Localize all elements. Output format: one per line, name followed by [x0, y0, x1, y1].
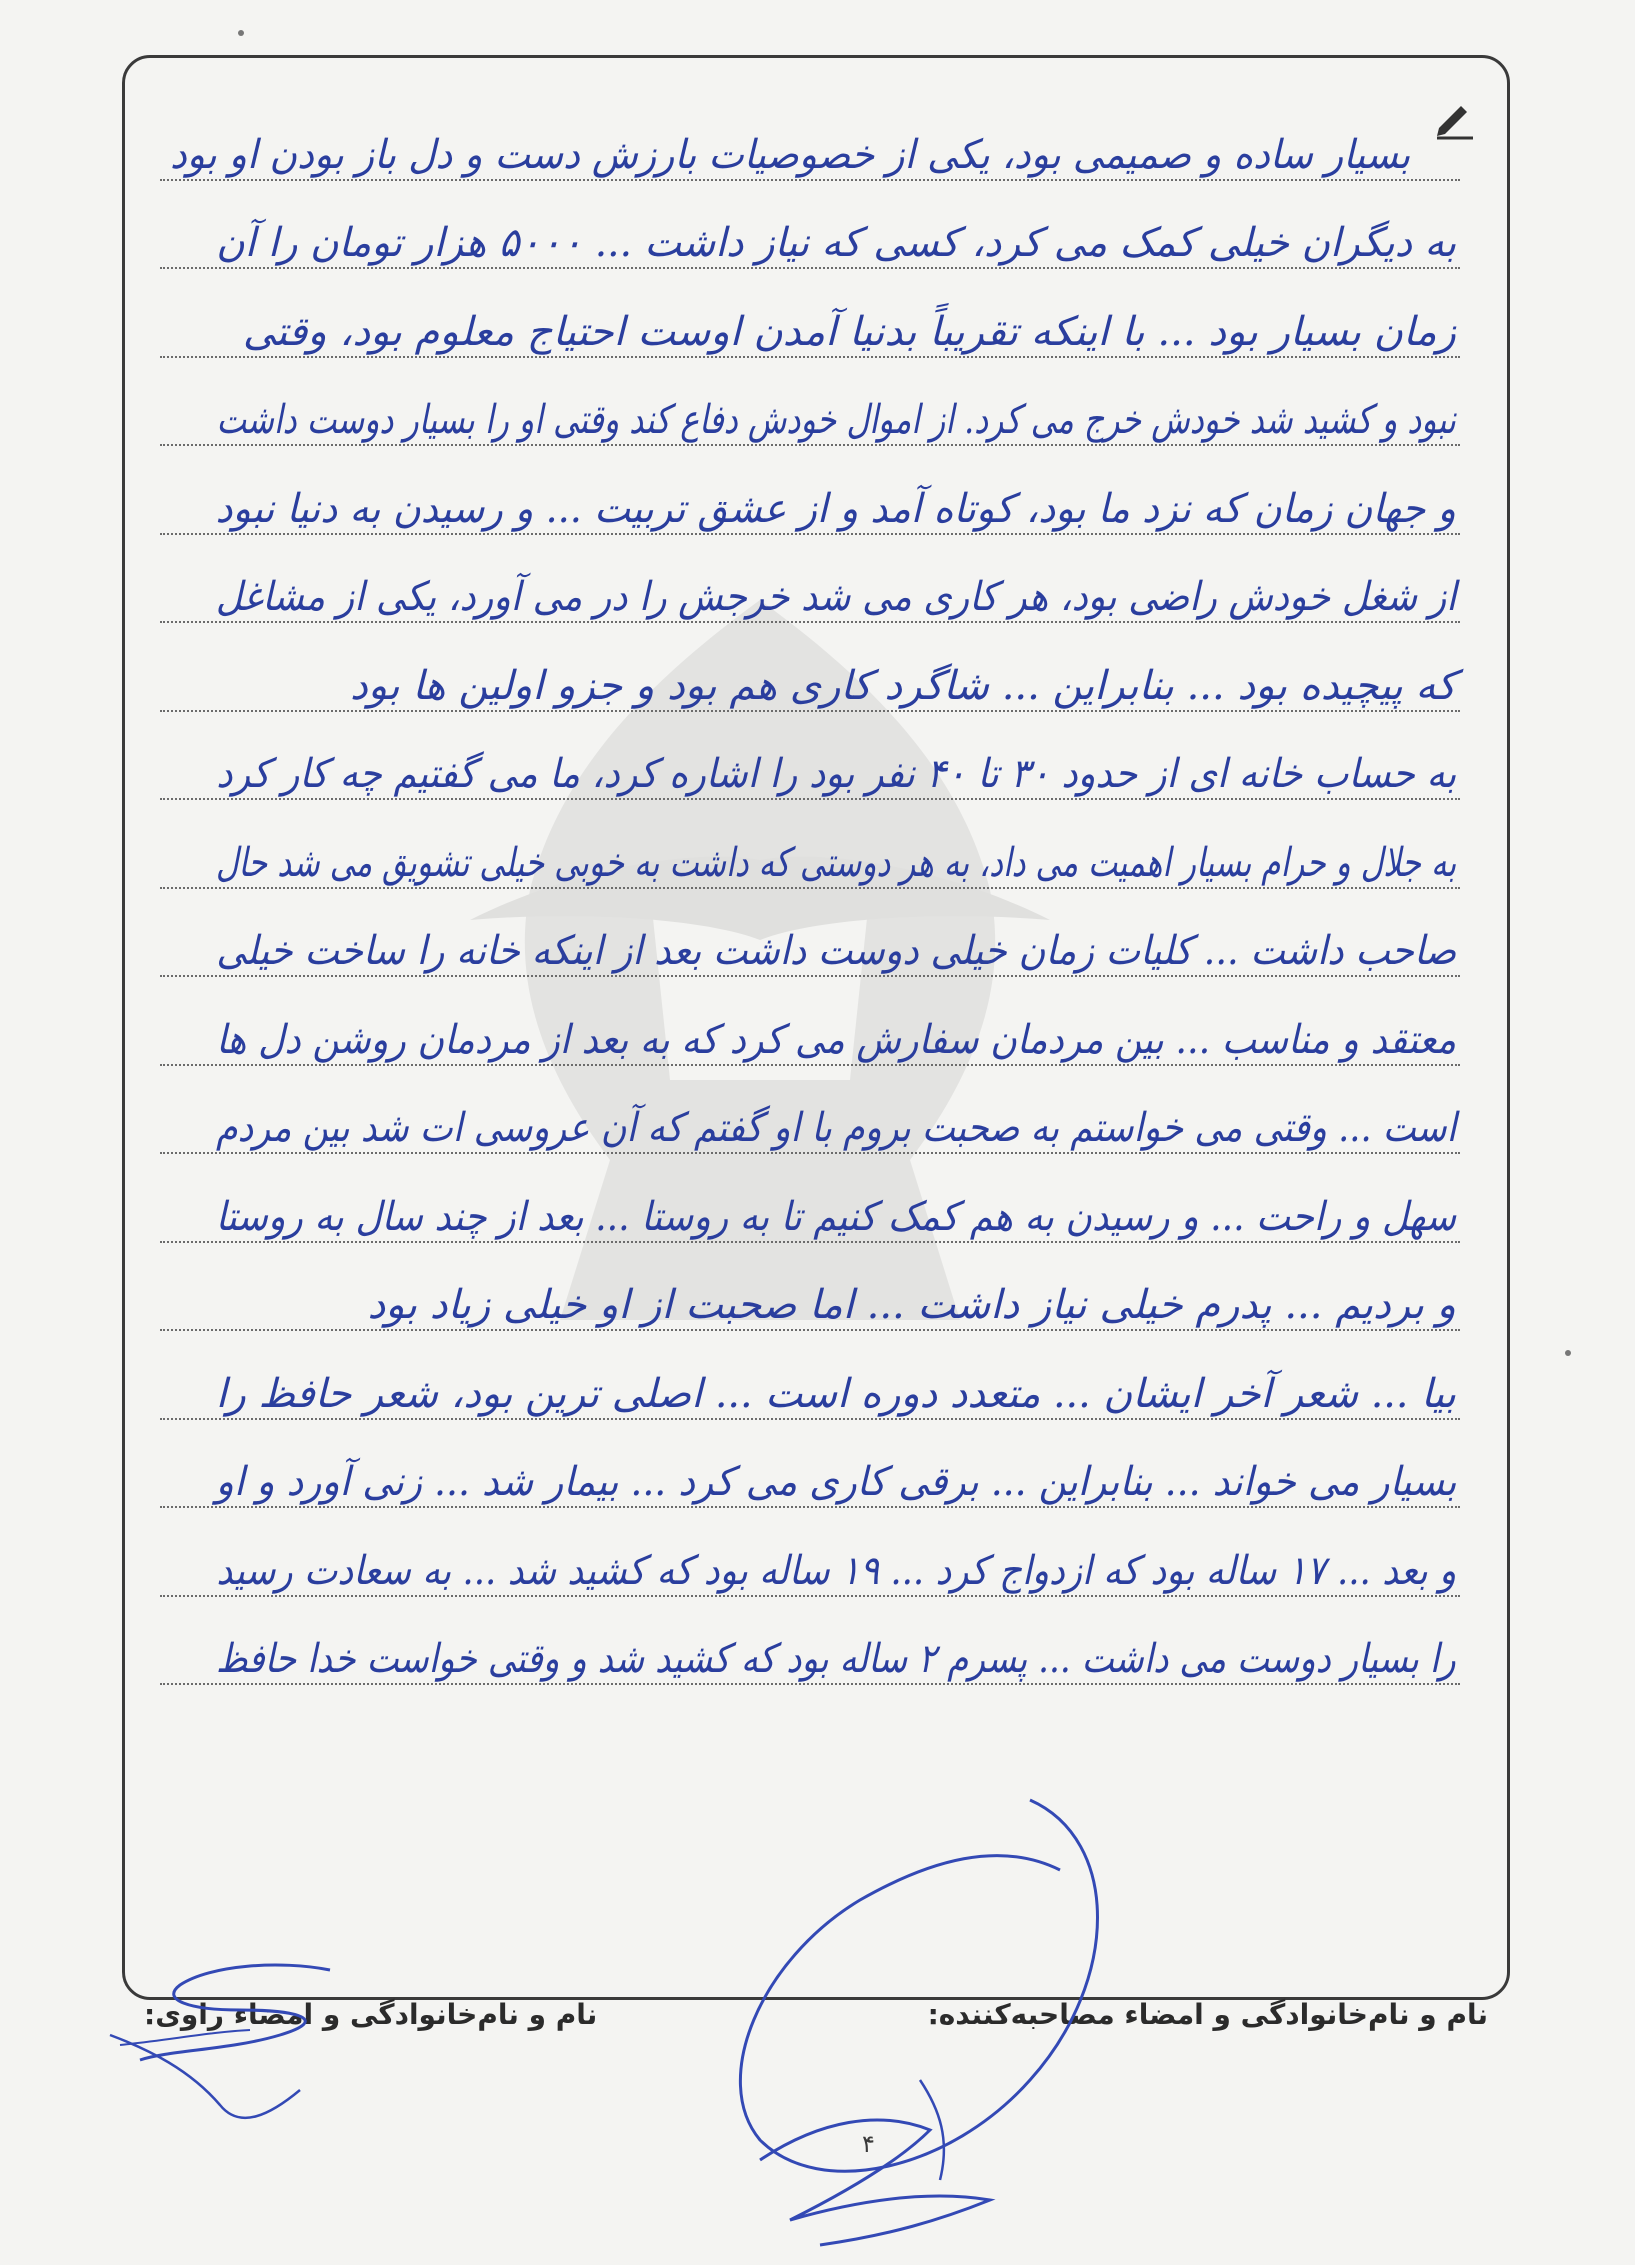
handwriting-text: از شغل خودش راضی بود، هر کاری می شد خرجش را در می آورد، یکی از مشاغل: [215, 574, 1456, 620]
interviewer-signature-label: نام و نام‌خانوادگی و امضاء مصاحبه‌کننده:: [927, 1998, 1488, 2031]
text-line: [160, 1331, 1460, 1420]
handwriting-text: نبود و کشید شد خودش خرج می کرد. از اموال خودش دفاع کند وقتی او را بسیار دوست داشت: [216, 397, 1456, 443]
text-line: [160, 1154, 1460, 1243]
page-number: ۴: [862, 2130, 875, 2158]
text-line: [160, 269, 1460, 358]
text-line: [160, 977, 1460, 1066]
text-line: [160, 1243, 1460, 1332]
text-line: [160, 800, 1460, 889]
text-line: [160, 181, 1460, 270]
text-line: [160, 1508, 1460, 1597]
paper-speck: [238, 30, 244, 36]
paper-speck: [1565, 1350, 1571, 1356]
handwriting-text: معتقد و مناسب ... بین مردمان سفارش می کرد که به بعد از مردمان روشن دل ها: [216, 1016, 1456, 1063]
text-line: [160, 446, 1460, 535]
handwriting-text: را بسیار دوست می داشت ... پسرم ۲ ساله بود که کشید شد و وقتی خواست خدا حافظ: [216, 1636, 1456, 1682]
handwriting-text: به دیگران خیلی کمک می کرد، کسی که نیاز داشت ... ۵۰۰۰ هزار تومان را آن: [215, 220, 1456, 266]
handwriting-text: که پیچیده بود ... بنابراین ... شاگرد کاری هم بود و جزو اولین ها بود: [350, 662, 1456, 709]
text-line: [160, 623, 1460, 712]
handwriting-text: بسیار ساده و صمیمی بود، یکی از خصوصیات بارزش دست و دل باز بودن او بود: [169, 131, 1410, 178]
text-line: [160, 358, 1460, 447]
text-line: [160, 712, 1460, 801]
handwriting-text: به حساب خانه ای از حدود ۳۰ تا ۴۰ نفر بود را اشاره کرد، ما می گفتیم چه کار کرد: [215, 751, 1456, 797]
handwriting-text: و بعد ... ۱۷ ساله بود که ازدواج کرد ... ۱۹ ساله بود که کشید شد ... به سعادت رسید: [216, 1547, 1456, 1594]
narrator-signature-label: نام و نام‌خانوادگی و امضاء راوی:: [144, 1998, 598, 2031]
text-line: [160, 1066, 1460, 1155]
handwriting-text: و بردیم ... پدرم خیلی نیاز داشت ... اما صحبت از او خیلی زیاد بود: [367, 1282, 1456, 1328]
handwritten-lines: [160, 92, 1460, 1685]
text-line: [160, 92, 1460, 181]
handwriting-text: و جهان زمان که نزد ما بود، کوتاه آمد و از عشق تربیت ... و رسیدن به دنیا نبود: [215, 485, 1456, 532]
handwriting-text: سهل و راحت ... و رسیدن به هم کمک کنیم تا به روستا ... بعد از چند سال به روستا: [215, 1193, 1456, 1240]
text-line: [160, 1420, 1460, 1509]
text-line: [160, 535, 1460, 624]
signature-footer: [122, 1998, 1510, 2031]
text-line: [160, 889, 1460, 978]
handwriting-text: به جلال و حرام بسیار اهمیت می داد، به هر دوستی که داشت به خوبی خیلی تشویق می شد حال: [215, 839, 1456, 886]
handwriting-text: بیا ... شعر آخر ایشان ... متعدد دوره است ... اصلی ترین بود، شعر حافظ را: [215, 1370, 1456, 1417]
handwriting-text: صاحب داشت ... کلیات زمان خیلی دوست داشت بعد از اینکه خانه را ساخت خیلی: [215, 928, 1456, 974]
handwriting-text: است ... وقتی می خواستم به صحبت بروم با او گفتم که آن عروسی ات شد بین مردم: [215, 1105, 1456, 1151]
text-line: [160, 1597, 1460, 1686]
handwriting-text: بسیار می خواند ... بنابراین ... برقی کاری می کرد ... بیمار شد ... زنی آورد و او: [215, 1459, 1456, 1505]
handwriting-text: زمان بسیار بود ... با اینکه تقریباً بدنیا آمدن اوست احتیاج معلوم بود، وقتی: [242, 308, 1456, 355]
